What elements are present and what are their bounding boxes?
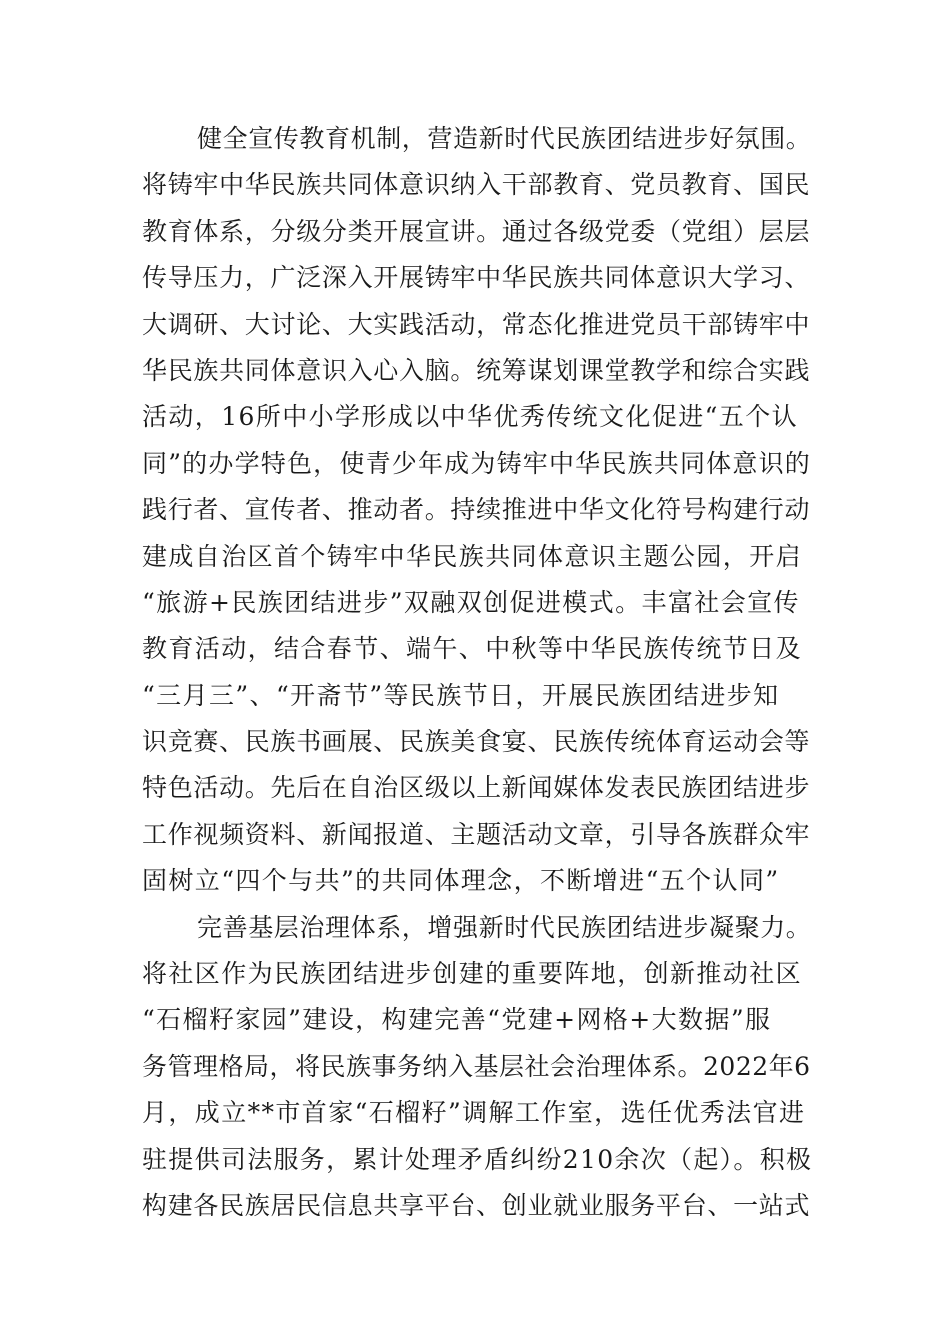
paragraph-1-line-9: 践行者、宣传者、推动者。持续推进中华文化符号构建行动 [142, 495, 811, 525]
paragraph-1-line-13: “三月三”、“开斋节”等民族节日，开展民族团结进步知 [142, 680, 780, 710]
paragraph-1-line-17: 固树立“四个与共”的共同体理念，不断增进“五个认同” [142, 866, 780, 896]
paragraph-1-line-7: 活动，16所中小学形成以中华优秀传统文化促进“五个认 [142, 402, 798, 432]
paragraph-1-line-5: 大调研、大讨论、大实践活动，常态化推进党员干部铸牢中 [142, 309, 811, 339]
paragraph-1-line-10: 建成自治区首个铸牢中华民族共同体意识主题公园，开启 [142, 541, 803, 571]
paragraph-1-line-15: 特色活动。先后在自治区级以上新闻媒体发表民族团结进步 [142, 773, 811, 803]
paragraph-1-line-16: 工作视频资料、新闻报道、主题活动文章，引导各族群众牢 [142, 819, 811, 849]
paragraph-1-line-12: 教育活动，结合春节、端午、中秋等中华民族传统节日及 [142, 634, 803, 664]
paragraph-1-line-8: 同”的办学特色，使青少年成为铸牢中华民族共同体意识的 [142, 448, 811, 478]
paragraph-1-line-4: 传导压力，广泛深入开展铸牢中华民族共同体意识大学习、 [142, 263, 811, 293]
paragraph-2-line-3: “石榴籽家园”建设，构建完善“党建+网格+大数据”服 [142, 1005, 772, 1035]
paragraph-2-line-7: 构建各民族居民信息共享平台、创业就业服务平台、一站式 [142, 1190, 811, 1220]
paragraph-1-line-14: 识竞赛、民族书画展、民族美食宴、民族传统体育运动会等 [142, 727, 811, 757]
paragraph-1-line-3: 教育体系，分级分类开展宣讲。通过各级党委（党组）层层 [142, 216, 811, 246]
paragraph-2-line-4: 务管理格局，将民族事务纳入基层社会治理体系。2022年6 [142, 1051, 811, 1081]
paragraph-2-line-1: 完善基层治理体系，增强新时代民族团结进步凝聚力。 [197, 912, 812, 942]
paragraph-1-line-1: 健全宣传教育机制，营造新时代民族团结进步好氛围。 [197, 124, 812, 153]
paragraph-2-line-2: 将社区作为民族团结进步创建的重要阵地，创新推动社区 [142, 959, 803, 989]
paragraph-1-line-11: “旅游+民族团结进步”双融双创促进模式。丰富社会宣传 [142, 587, 800, 617]
paragraph-1-line-6: 华民族共同体意识入心入脑。统筹谋划课堂教学和综合实践 [142, 355, 811, 385]
paragraph-1-line-2: 将铸牢中华民族共同体意识纳入干部教育、党员教育、国民 [142, 170, 811, 200]
paragraph-2-line-5: 月，成立**市首家“石榴籽”调解工作室，选任优秀法官进 [142, 1098, 806, 1128]
document-body [142, 116, 812, 1229]
paragraph-2-line-6: 驻提供司法服务，累计处理矛盾纠纷210余次（起）。积极 [142, 1144, 813, 1174]
